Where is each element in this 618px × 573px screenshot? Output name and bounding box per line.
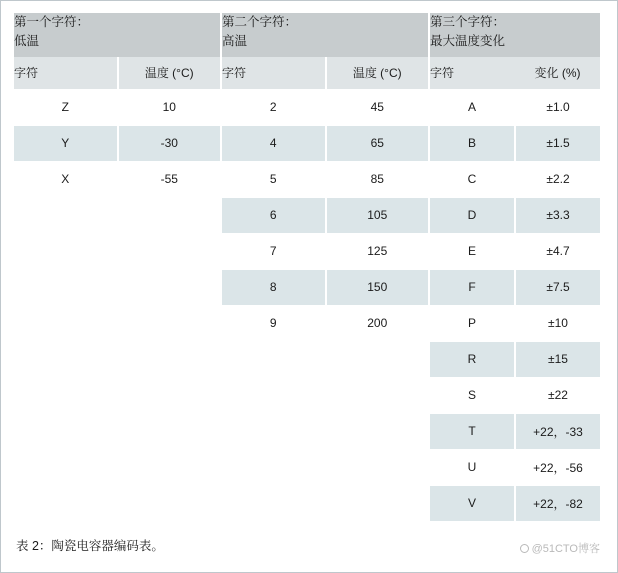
table-row — [222, 305, 429, 341]
cell-char: 7 — [222, 233, 326, 269]
table-row — [430, 485, 600, 521]
cell-char: Y — [14, 125, 118, 161]
cell-value: ±1.5 — [515, 125, 600, 161]
cell-value: 45 — [326, 89, 430, 125]
cell-char: B — [430, 125, 515, 161]
cell-char: V — [430, 485, 515, 521]
table-row — [430, 161, 600, 197]
group-title-first-character — [14, 13, 221, 57]
group-title-row — [430, 13, 600, 57]
group-title-row — [222, 13, 429, 57]
watermark — [520, 540, 600, 556]
cell-value: 85 — [326, 161, 430, 197]
column-header-value: 温度 (°C) — [118, 57, 222, 89]
table-row — [222, 269, 429, 305]
cell-value: ±15 — [515, 341, 600, 377]
cell-value: +22，-33 — [515, 413, 600, 449]
table-row — [430, 269, 600, 305]
column-header-value: 温度 (°C) — [326, 57, 430, 89]
cell-value: 10 — [118, 89, 222, 125]
group-title-line2: 高温 — [222, 34, 248, 49]
cell-char: T — [430, 413, 515, 449]
group-title-line1: 第三个字符： — [430, 15, 506, 29]
cell-value: 200 — [326, 305, 430, 341]
cell-char: X — [14, 161, 118, 197]
group-title-line1: 第二个字符： — [222, 15, 298, 29]
watermark-text: @51CTO博客 — [531, 543, 600, 555]
column-header-row — [14, 57, 221, 89]
table-row — [14, 161, 221, 197]
cell-value: 65 — [326, 125, 430, 161]
group-title-row — [14, 13, 221, 57]
cell-char: P — [430, 305, 515, 341]
cell-char: 4 — [222, 125, 326, 161]
table-row — [222, 233, 429, 269]
cell-char: U — [430, 449, 515, 485]
table-row — [222, 89, 429, 125]
cell-value: 125 — [326, 233, 430, 269]
cell-char: D — [430, 197, 515, 233]
group-title-line2: 最大温度变化 — [430, 34, 506, 49]
group-title-third-character — [430, 13, 600, 57]
table-second-character — [222, 13, 430, 342]
cell-char: R — [430, 341, 515, 377]
figure-inner — [14, 13, 604, 560]
tables-row — [14, 13, 600, 522]
cell-char: 5 — [222, 161, 326, 197]
cell-value: ±10 — [515, 305, 600, 341]
table-row — [430, 341, 600, 377]
cell-char: 2 — [222, 89, 326, 125]
column-header-row — [430, 57, 600, 89]
table-row — [430, 449, 600, 485]
table-row — [430, 413, 600, 449]
cell-char: 9 — [222, 305, 326, 341]
cell-char: Z — [14, 89, 118, 125]
column-header-char: 字符 — [430, 57, 515, 89]
table-first-character — [14, 13, 222, 198]
table-row — [430, 125, 600, 161]
table-row — [430, 89, 600, 125]
cell-char: F — [430, 269, 515, 305]
cell-value: +22，-56 — [515, 449, 600, 485]
table-row — [14, 125, 221, 161]
table-row — [222, 197, 429, 233]
cell-value: 105 — [326, 197, 430, 233]
table-row — [430, 377, 600, 413]
table-row — [222, 125, 429, 161]
watermark-logo-icon — [520, 544, 529, 553]
cell-char: A — [430, 89, 515, 125]
column-header-char: 字符 — [222, 57, 326, 89]
table-row — [430, 233, 600, 269]
cell-char: C — [430, 161, 515, 197]
table-row — [222, 161, 429, 197]
cell-char: 6 — [222, 197, 326, 233]
group-title-second-character — [222, 13, 429, 57]
group-title-line2: 低温 — [14, 34, 40, 49]
column-header-value: 变化 (%) — [515, 57, 600, 89]
cell-value: ±4.7 — [515, 233, 600, 269]
cell-char: S — [430, 377, 515, 413]
group-title-line1: 第一个字符： — [14, 15, 90, 29]
table-third-character — [430, 13, 600, 522]
table-row — [14, 89, 221, 125]
cell-value: ±3.3 — [515, 197, 600, 233]
cell-value: -55 — [118, 161, 222, 197]
figure-caption: 表 2：陶瓷电容器编码表。 — [16, 539, 164, 553]
cell-char: E — [430, 233, 515, 269]
column-header-char: 字符 — [14, 57, 118, 89]
column-header-row — [222, 57, 429, 89]
cell-value: ±7.5 — [515, 269, 600, 305]
table-row — [430, 197, 600, 233]
cell-value: -30 — [118, 125, 222, 161]
table-row — [430, 305, 600, 341]
cell-value: ±2.2 — [515, 161, 600, 197]
cell-value: 150 — [326, 269, 430, 305]
cell-value: ±1.0 — [515, 89, 600, 125]
cell-char: 8 — [222, 269, 326, 305]
cell-value: +22，-82 — [515, 485, 600, 521]
cell-value: ±22 — [515, 377, 600, 413]
